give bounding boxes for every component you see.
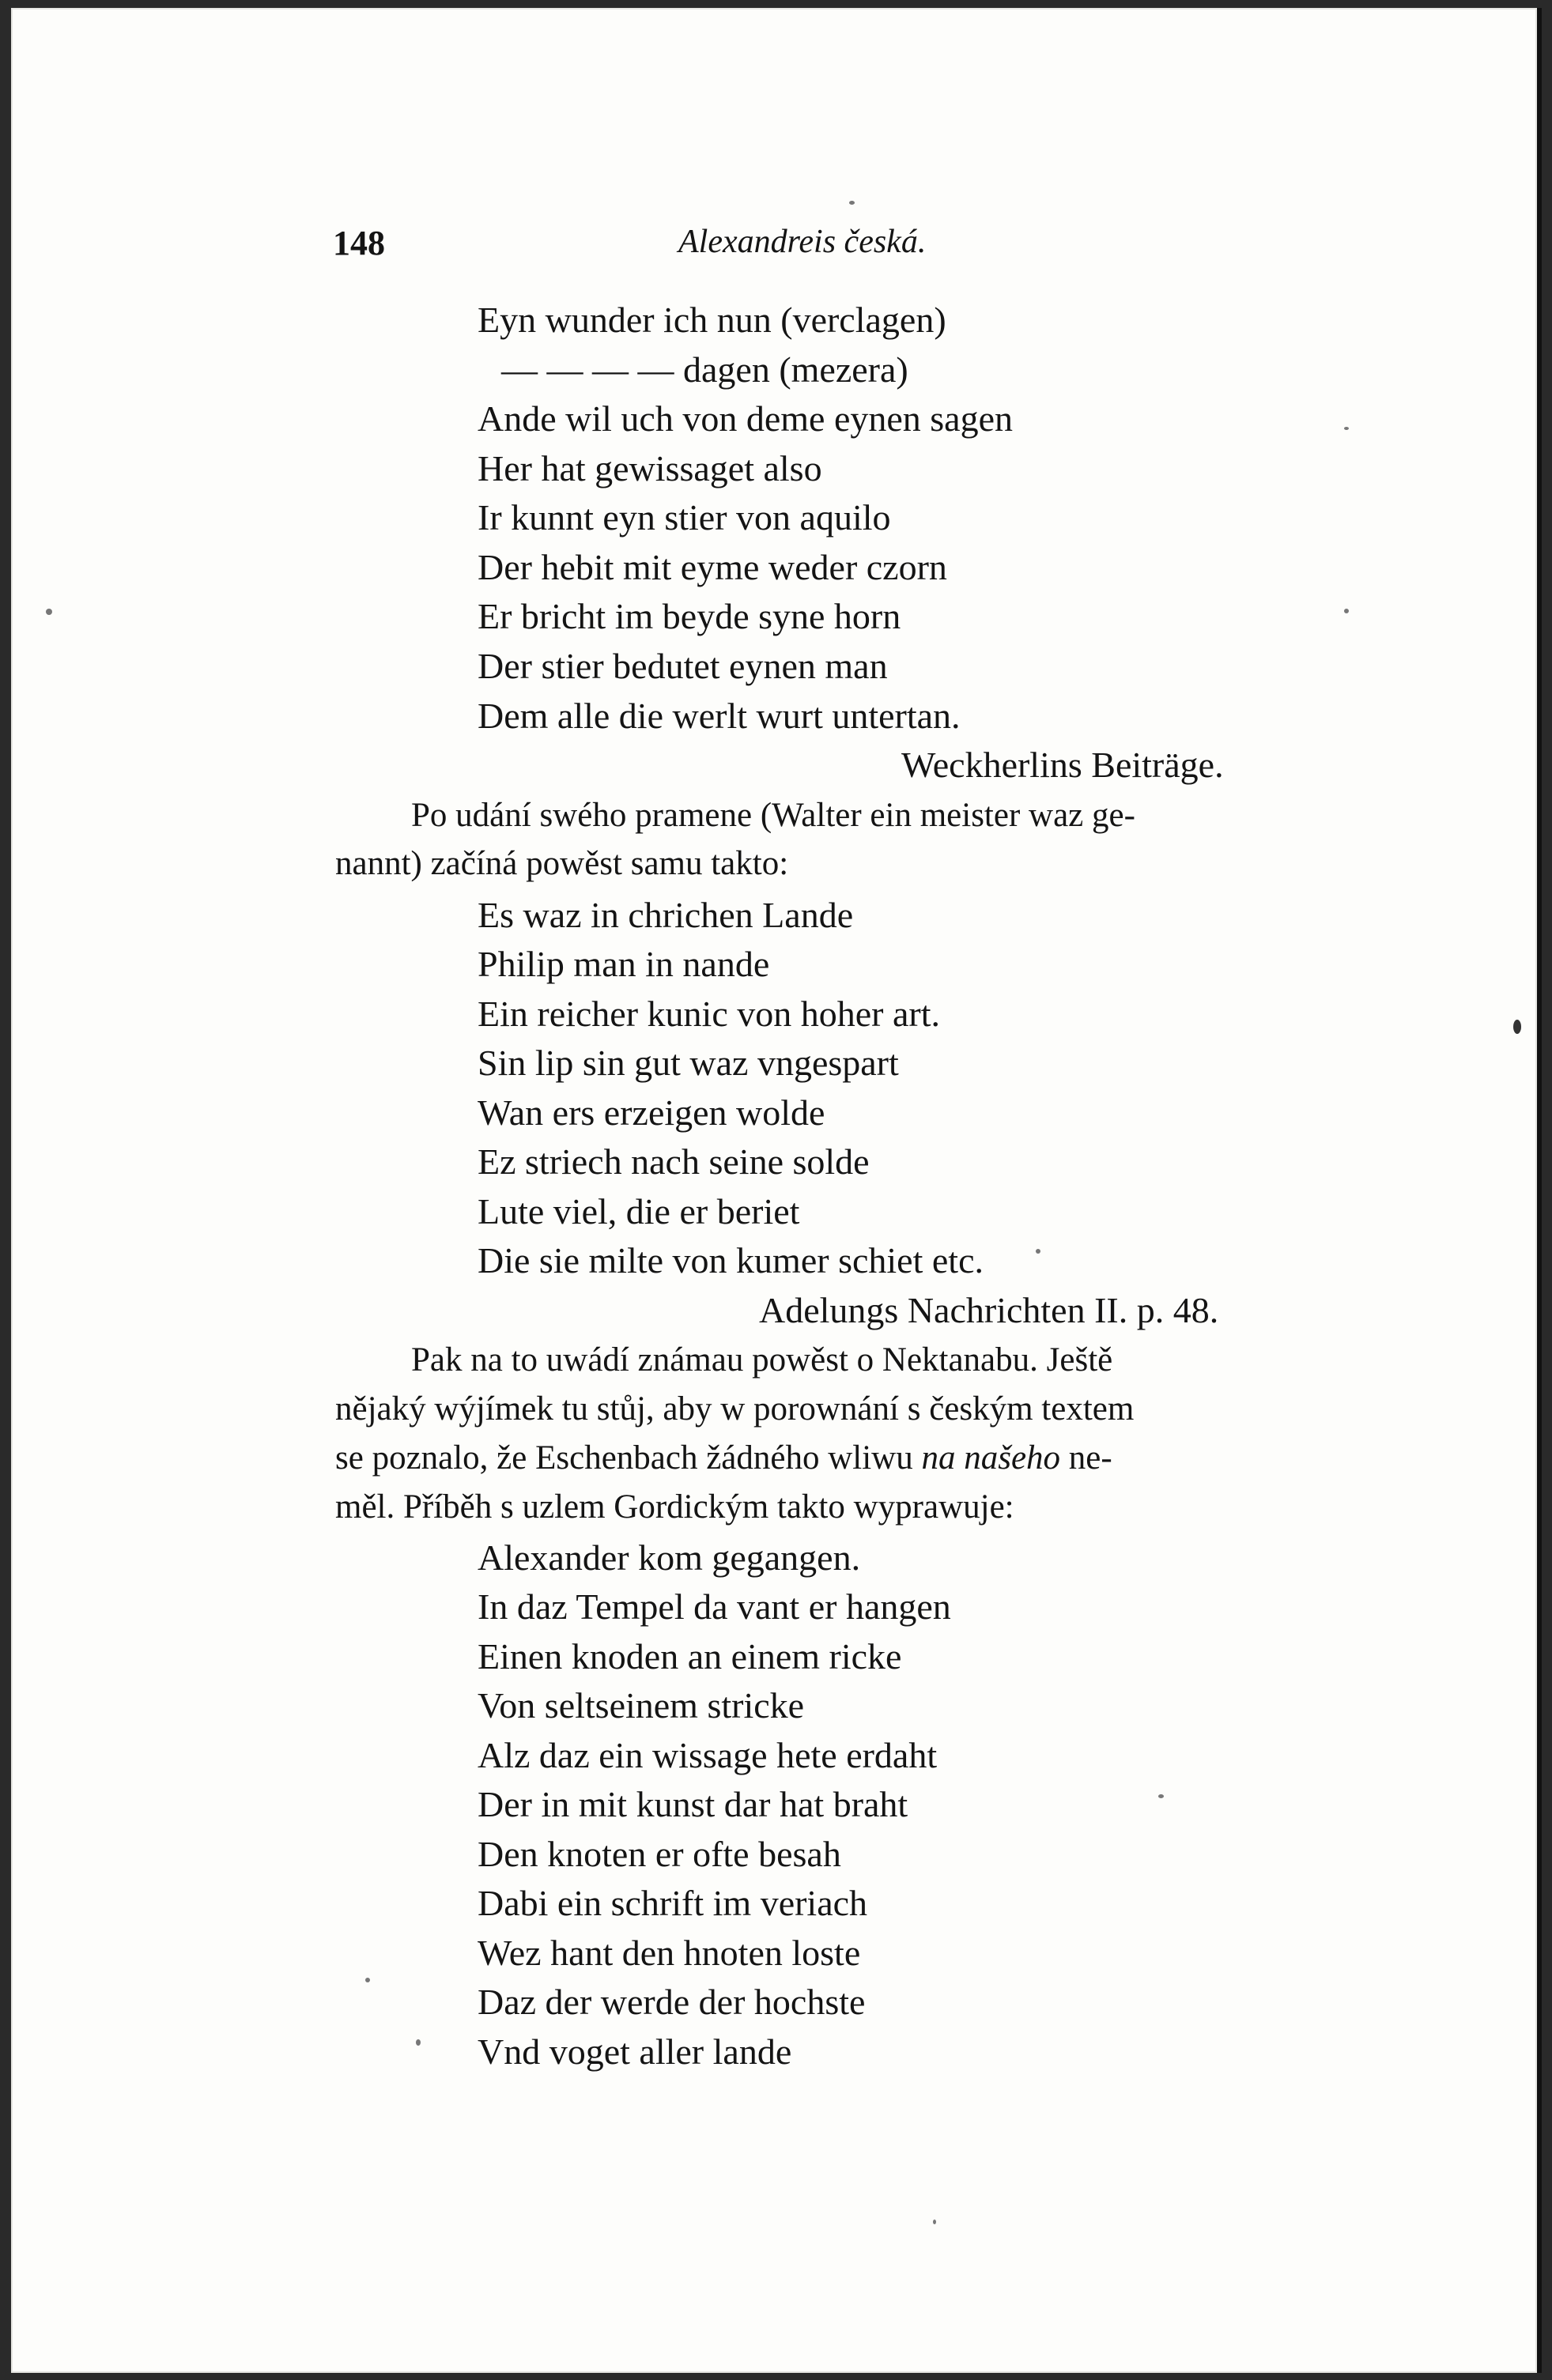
verse-line: Ande wil uch von deme eynen sagen [478,398,1014,439]
paragraph-text: se poznalo, že Eschenbach žádného wliwu [335,1439,913,1477]
scan-speck [1036,1249,1040,1254]
verse-line: Einen knoden an einem ricke [478,1636,902,1677]
verse-line: Her hat gewissaget also [478,448,822,488]
verse-line: Alz daz ein wissage hete erdaht [478,1735,938,1775]
paragraph-line [335,1439,1112,1477]
paragraph-line: Pak na to uwádí známau powěst o Nektanabu. Ještě [411,1341,1113,1379]
verse-line: Den knoten er ofte besah [478,1834,841,1874]
scan-speck [1158,1794,1164,1798]
paragraph-text: ne- [1068,1439,1112,1477]
verse-line: Es waz in chrichen Lande [478,895,854,935]
verse-line: Ir kunnt eyn stier von aquilo [478,497,891,537]
page-number: 148 [333,224,385,262]
verse-line: Dabi ein schrift im veriach [478,1883,868,1923]
scan-speck [1344,609,1349,613]
verse-line: Er bricht im beyde syne horn [478,596,901,636]
paragraph-line: nějaký wýjímek tu stůj, aby w porownání s českým textem [335,1390,1135,1428]
verse-line: Sin lip sin gut waz vngespart [478,1043,899,1083]
verse-line: Ein reicher kunic von hoher art. [478,994,940,1034]
paragraph-line: Po udání swého pramene (Walter ein meister waz ge- [411,797,1135,834]
verse-line: Vnd voget aller lande [478,2031,792,2072]
verse-line: Wez hant den hnoten loste [478,1933,861,1973]
verse-line: In daz Tempel da vant er hangen [478,1586,951,1627]
emphasis-text: na našeho [921,1439,1061,1477]
verse-line: — — — — dagen (mezera) [501,349,908,390]
verse-line: Alexander kom gegangen. [478,1537,861,1578]
paragraph-line: měl. Příběh s uzlem Gordickým takto wyprawuje: [335,1488,1014,1526]
verse-line: Der hebit mit eyme weder czorn [478,547,947,587]
verse-line: Wan ers erzeigen wolde [478,1092,825,1133]
scan-speck [46,609,52,615]
verse-line: Ez striech nach seine solde [478,1141,870,1182]
verse-line: Der stier bedutet eynen man [478,646,888,686]
verse-line: Daz der werde der hochste [478,1982,866,2022]
scan-speck [1344,427,1349,430]
verse-line: Lute viel, die er beriet [478,1191,800,1231]
verse-line: Eyn wunder ich nun (verclagen) [478,300,946,340]
verse-line: Von seltseinem stricke [478,1685,805,1726]
scan-speck [416,2039,421,2046]
source-citation: Adelungs Nachrichten II. p. 48. [759,1290,1219,1330]
paragraph-line: nannt) začíná powěst samu takto: [335,845,789,882]
scan-speck [1513,1020,1521,1034]
verse-line: Philip man in nande [478,944,770,984]
scan-speck [933,2220,936,2224]
scan-speck [365,1978,370,1982]
source-citation: Weckherlins Beiträge. [901,745,1224,785]
verse-line: Die sie milte von kumer schiet etc. [478,1240,984,1281]
verse-line: Dem alle die werlt wurt untertan. [478,696,961,736]
verse-line: Der in mit kunst dar hat braht [478,1784,908,1824]
running-title: Alexandreis česká. [678,224,927,260]
scan-speck [849,201,855,205]
